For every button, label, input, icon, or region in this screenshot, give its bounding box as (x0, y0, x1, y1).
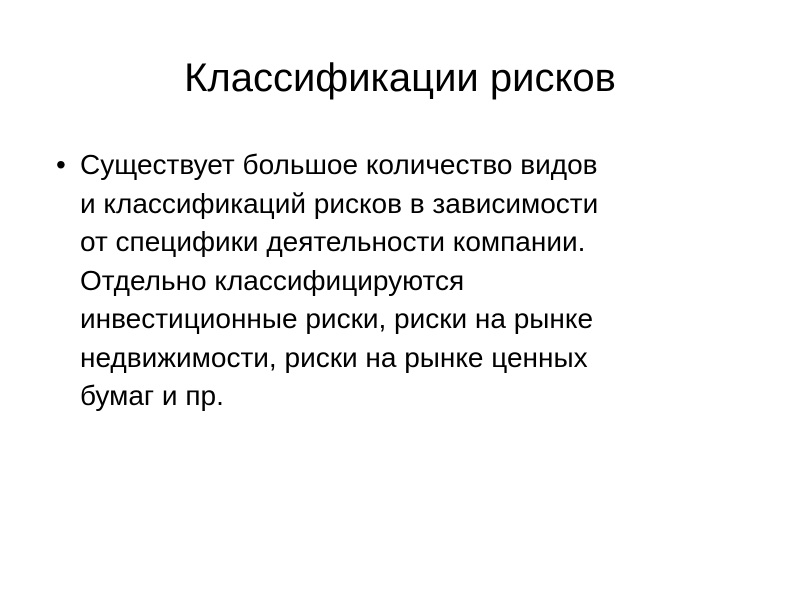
bullet-text-line: от специфики деятельности компании. (80, 226, 586, 257)
bullet-marker: • (56, 149, 66, 180)
slide-title: Классификации рисков (184, 56, 616, 100)
bullet-text-line: недвижимости, риски на рынке ценных (80, 341, 588, 373)
bullet-text-line: бумаг и пр. (80, 380, 224, 411)
bullet-text-line: Отдельно классифицируются (80, 264, 465, 296)
bullet-text-line: инвестиционные риски, риски на рынке (80, 303, 594, 334)
bullet-list (50, 146, 750, 416)
bullet-text-line: и классификаций рисков в зависимости (80, 187, 599, 219)
bullet-text-line: Существует большое количество видов (80, 149, 598, 180)
bullet-item (50, 146, 750, 416)
